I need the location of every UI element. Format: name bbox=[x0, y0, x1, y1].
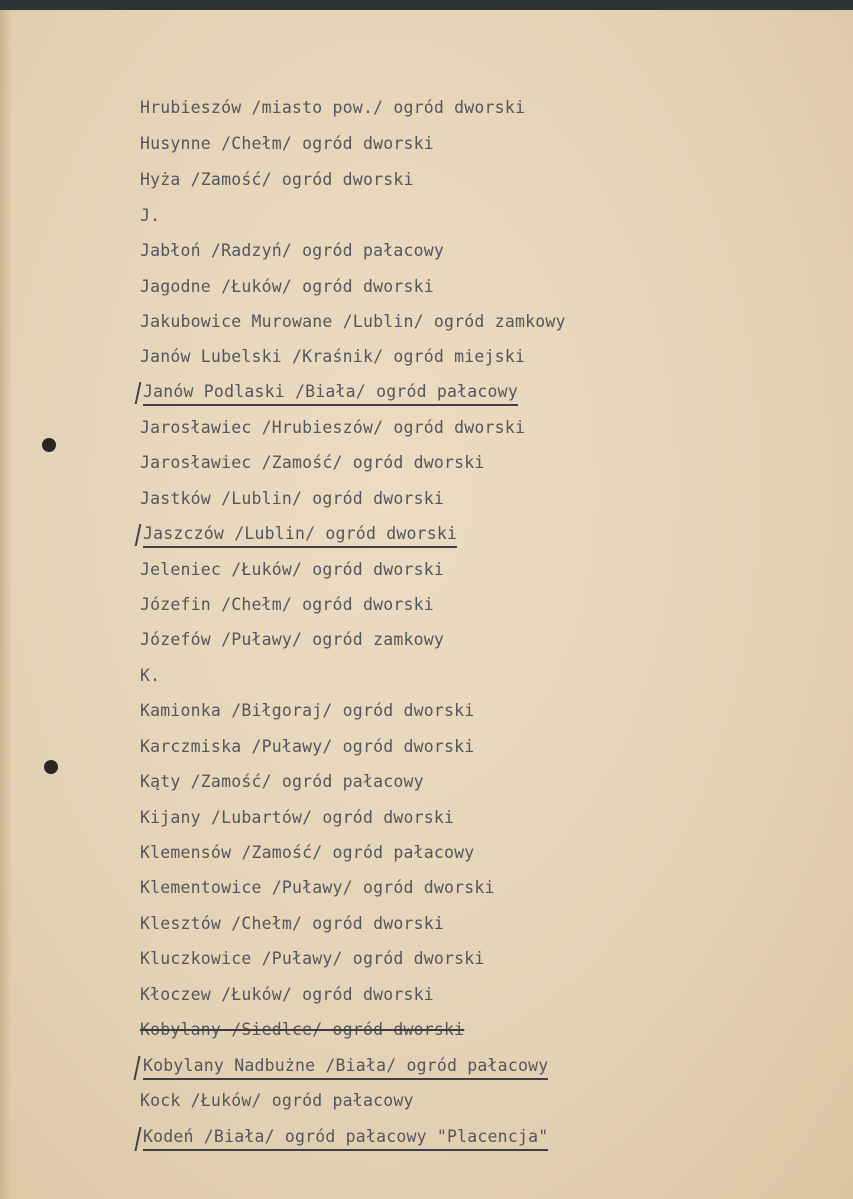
list-item-marked: Jaszczów /Lublin/ ogród dworski bbox=[143, 524, 457, 548]
list-item: Janów Lubelski /Kraśnik/ ogród miejski bbox=[140, 347, 526, 366]
list-item: Klemensów /Zamość/ ogród pałacowy bbox=[140, 843, 475, 862]
margin-bracket-mark bbox=[134, 1127, 141, 1151]
list-item: Klementowice /Puławy/ ogród dworski bbox=[140, 878, 495, 897]
list-item: Jarosławiec /Zamość/ ogród dworski bbox=[140, 453, 485, 472]
list-item: Kluczkowice /Puławy/ ogród dworski bbox=[140, 949, 485, 968]
list-item-crossed-out: Kobylany /Siedlce/ ogród dworski bbox=[140, 1020, 465, 1039]
list-item: Kąty /Zamość/ ogród pałacowy bbox=[140, 772, 424, 791]
list-item: Kamionka /Biłgoraj/ ogród dworski bbox=[140, 701, 475, 720]
list-item: Kłoczew /Łuków/ ogród dworski bbox=[140, 985, 434, 1004]
list-item: Jagodne /Łuków/ ogród dworski bbox=[140, 277, 434, 296]
margin-bracket-mark bbox=[135, 524, 142, 546]
list-item: Józefów /Puławy/ ogród zamkowy bbox=[140, 630, 445, 649]
scanner-top-edge bbox=[0, 0, 853, 10]
list-item-marked: Janów Podlaski /Biała/ ogród pałacowy bbox=[143, 382, 518, 406]
entry-list bbox=[0, 10, 853, 1199]
list-item: Jeleniec /Łuków/ ogród dworski bbox=[140, 560, 445, 579]
list-item-marked: Kodeń /Biała/ ogród pałacowy "Placencja" bbox=[143, 1127, 548, 1151]
list-item: Kock /Łuków/ ogród pałacowy bbox=[140, 1091, 414, 1110]
list-item: Klesztów /Chełm/ ogród dworski bbox=[140, 914, 445, 933]
list-item: Hyża /Zamość/ ogród dworski bbox=[140, 170, 414, 189]
margin-bracket-mark bbox=[135, 382, 142, 404]
section-letter: K. bbox=[140, 666, 161, 685]
list-item: Karczmiska /Puławy/ ogród dworski bbox=[140, 737, 475, 756]
list-item: Józefin /Chełm/ ogród dworski bbox=[140, 595, 434, 614]
margin-bracket-mark bbox=[133, 1056, 140, 1080]
list-item-marked: Kobylany Nadbużne /Biała/ ogród pałacowy bbox=[143, 1056, 548, 1080]
list-item: Jakubowice Murowane /Lublin/ ogród zamkowy bbox=[140, 312, 566, 331]
list-item: Jarosławiec /Hrubieszów/ ogród dworski bbox=[140, 418, 526, 437]
section-letter: J. bbox=[140, 206, 161, 225]
list-item: Jastków /Lublin/ ogród dworski bbox=[140, 489, 445, 508]
list-item: Husynne /Chełm/ ogród dworski bbox=[140, 134, 434, 153]
list-item: Kijany /Lubartów/ ogród dworski bbox=[140, 808, 455, 827]
list-item: Jabłoń /Radzyń/ ogród pałacowy bbox=[140, 241, 445, 260]
document-page bbox=[0, 10, 853, 1199]
list-item: Hrubieszów /miasto pow./ ogród dworski bbox=[140, 98, 526, 117]
